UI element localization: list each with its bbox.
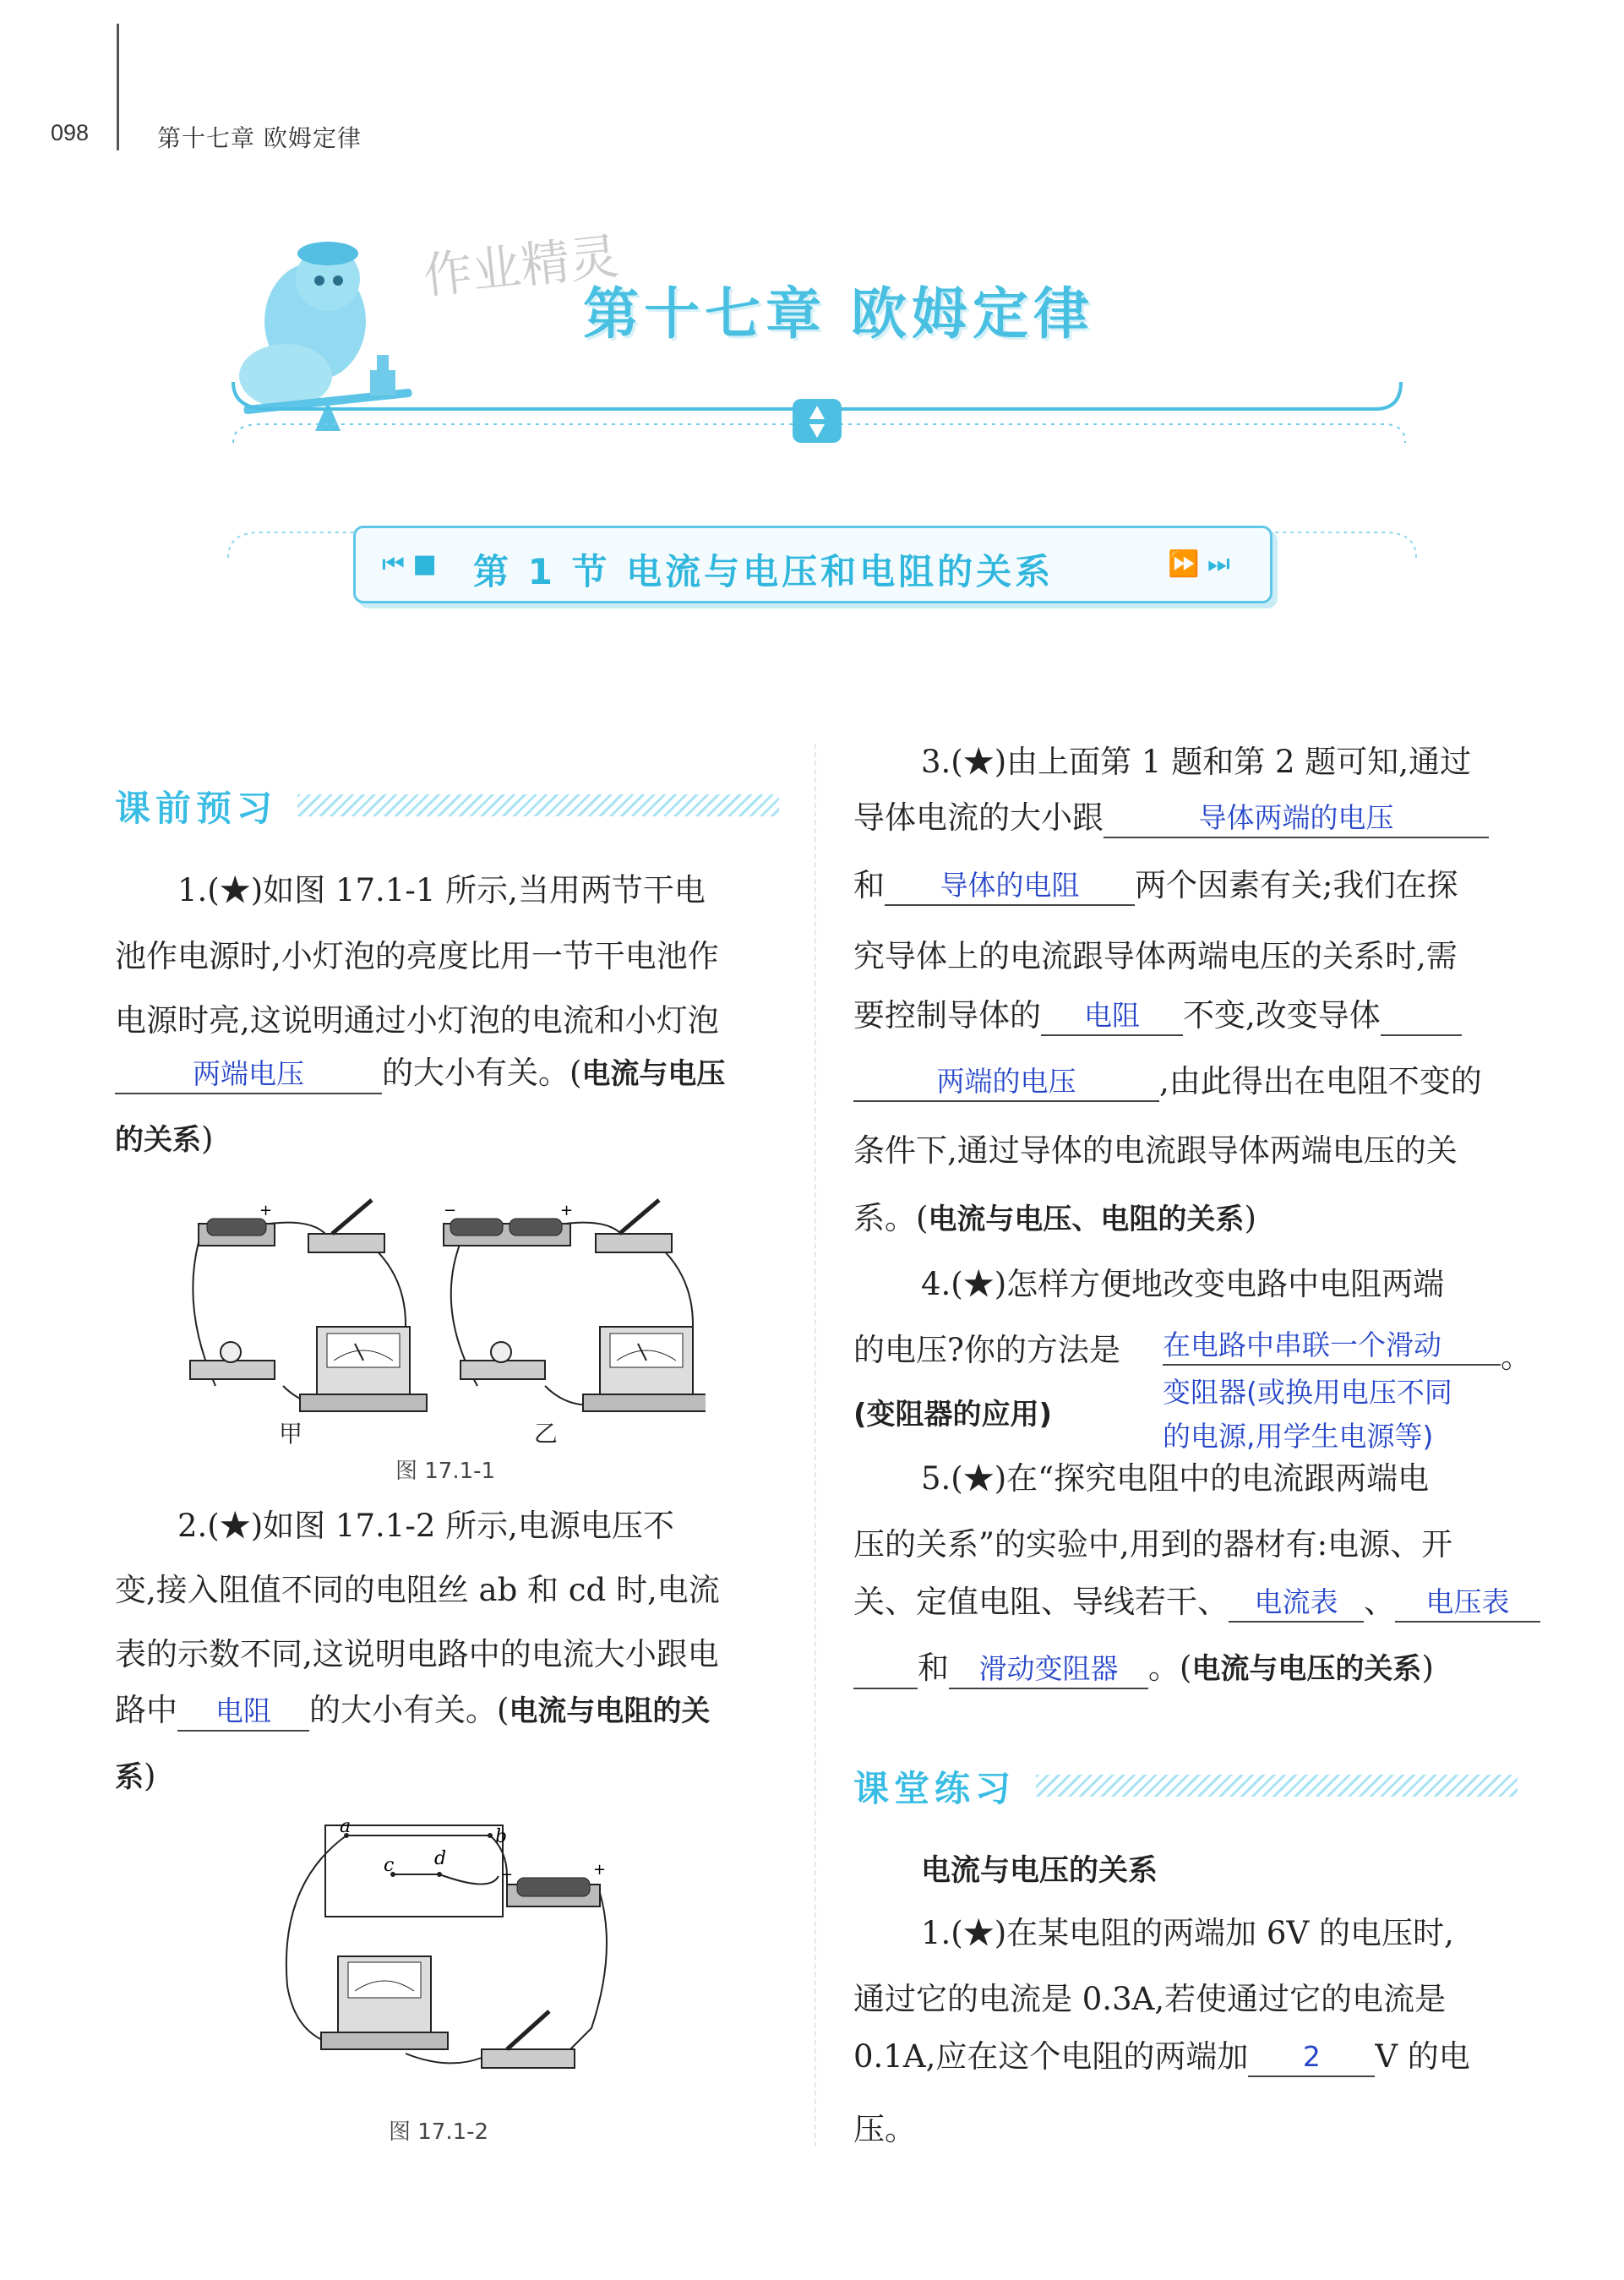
q4-answer-line-3: 的电源,用学生电源等) xyxy=(1163,1420,1434,1453)
fig1-plus-a: + xyxy=(259,1202,273,1219)
label-c: c xyxy=(384,1855,395,1876)
q3-topic-tag: 电流与电压、电阻的关系 xyxy=(928,1203,1245,1236)
practice-subheading: 电流与电压的关系 xyxy=(921,1854,1158,1888)
label-d: d xyxy=(434,1848,447,1869)
q3-answer-3: 电阻 xyxy=(1041,997,1183,1036)
q4-line-1: 4.(★)怎样方便地改变电路中电阻两端 xyxy=(921,1266,1445,1302)
q1-line-4-text: 的大小有关。( xyxy=(382,1055,582,1091)
fig2-minus: − xyxy=(500,1866,514,1884)
q2-line-2: 变,接入阻值不同的电阻丝 ab 和 cd 时,电流 xyxy=(115,1572,720,1608)
q1-answer: 两端电压 xyxy=(115,1055,382,1094)
q1-line-1: 1.(★)如图 17.1-1 所示,当用两节干电 xyxy=(177,872,706,908)
q3-line-7: 条件下,通过导体的电流跟导体两端电压的关 xyxy=(853,1132,1458,1169)
label-b: b xyxy=(495,1826,508,1847)
q5-line-4: 和 滑动变阻器 。(电流与电压的关系) xyxy=(853,1648,1434,1689)
q5-topic-tag: 电流与电压的关系 xyxy=(1191,1652,1422,1686)
running-header: 第十七章 欧姆定律 xyxy=(157,124,362,152)
p1-answer: 2 xyxy=(1248,2038,1375,2077)
q3-line-5: 要控制导体的 电阻 不变,改变导体 xyxy=(853,995,1462,1036)
q5-answer-2: 电压表 xyxy=(1395,1584,1540,1623)
q4-topic-tag: (变阻器的应用) xyxy=(853,1398,1053,1432)
q1-topic-tag-end: 的关系 xyxy=(115,1123,201,1157)
q3-line-8: 系。(电流与电压、电阻的关系) xyxy=(853,1200,1256,1236)
q2-line-3: 表的示数不同,这说明电路中的电流大小跟电 xyxy=(115,1636,719,1672)
fig2-caption: 图 17.1-2 xyxy=(389,2119,489,2145)
q5-line-1: 5.(★)在“探究电阻中的电流跟两端电 xyxy=(921,1460,1430,1497)
chapter-title: 第十七章 欧姆定律 xyxy=(583,281,1094,346)
q3-line-6: 两端的电压 ,由此得出在电阻不变的 xyxy=(853,1061,1482,1102)
practice-stripe xyxy=(1036,1775,1518,1797)
q3-line-4: 究导体上的电流跟导体两端电压的关系时,需 xyxy=(853,938,1458,974)
q5-line-2: 压的关系”的实验中,用到的器材有:电源、开 xyxy=(853,1526,1453,1563)
circuit-figure-2 xyxy=(279,1817,617,2096)
rewind-icon: ⏮ ■ xyxy=(382,549,437,579)
circuit-figure-1 xyxy=(182,1192,706,1437)
q2-answer: 电阻 xyxy=(177,1693,309,1732)
q5-answer-1: 电流表 xyxy=(1229,1584,1364,1623)
fig1-minus-b: − xyxy=(444,1202,457,1219)
q1-line-3: 电源时亮,这说明通过小灯泡的电流和小灯泡 xyxy=(115,1002,719,1039)
q4-answer-line-1: 在电路中串联一个滑动 xyxy=(1163,1328,1441,1361)
q2-line-1: 2.(★)如图 17.1-2 所示,电源电压不 xyxy=(177,1508,674,1544)
q4-answer-underline xyxy=(1163,1364,1501,1366)
q4-line-2: 的电压?你的方法是 xyxy=(853,1332,1120,1368)
heading-stripe xyxy=(297,794,779,816)
q4-line-2-end: 。 xyxy=(1501,1339,1532,1375)
watermark: 作业精灵 xyxy=(420,227,622,305)
q3-line-2: 导体电流的大小跟 导体两端的电压 xyxy=(853,798,1489,838)
q3-answer-4: 两端的电压 xyxy=(853,1063,1159,1102)
q5-line-3: 关、定值电阻、导线若干、 电流表 、 电压表 xyxy=(853,1582,1540,1623)
p1-line-3: 0.1A,应在这个电阻的两端加 2 V 的电 xyxy=(853,2037,1470,2077)
label-a: a xyxy=(340,1817,352,1837)
fig2-plus: + xyxy=(593,1861,607,1879)
q1-line-5: 的关系) xyxy=(115,1121,214,1157)
p1-line-1: 1.(★)在某电阻的两端加 6V 的电压时, xyxy=(921,1915,1454,1951)
fast-forward-icon: ⏩ ⏭ xyxy=(1168,549,1230,579)
practice-heading: 课堂练习 xyxy=(853,1768,1016,1809)
column-divider xyxy=(815,744,816,2146)
page-number: 098 xyxy=(51,120,90,145)
q2-topic-tag: 电流与电阻的关 xyxy=(509,1694,711,1728)
q3-answer-1: 导体两端的电压 xyxy=(1104,799,1489,838)
q3-line-3: 和 导体的电阻 两个因素有关;我们在探 xyxy=(853,865,1458,906)
p1-line-2: 通过它的电流是 0.3A,若使通过它的电流是 xyxy=(853,1981,1447,2017)
q2-line-5: 系) xyxy=(115,1758,156,1794)
q2-line-4: 路中 电阻 的大小有关。(电流与电阻的关 xyxy=(115,1690,710,1732)
q3-line-1: 3.(★)由上面第 1 题和第 2 题可知,通过 xyxy=(921,744,1472,780)
header-rule xyxy=(117,24,119,150)
fig1-plus-b: + xyxy=(560,1202,574,1219)
q1-line-4 xyxy=(115,1053,725,1094)
preview-heading: 课前预习 xyxy=(115,788,278,829)
q4-answer-line-2: 变阻器(或换用电压不同 xyxy=(1163,1376,1452,1409)
q5-answer-3: 滑动变阻器 xyxy=(949,1650,1148,1689)
fig1-label-a: 甲 xyxy=(279,1420,303,1448)
q1-line-2: 池作电源时,小灯泡的亮度比用一节干电池作 xyxy=(115,938,719,974)
q3-answer-2: 导体的电阻 xyxy=(885,867,1135,906)
section-title: 第 1 节 电流与电压和电阻的关系 xyxy=(473,551,1055,592)
fig1-caption: 图 17.1-1 xyxy=(395,1459,496,1484)
fig1-label-b: 乙 xyxy=(534,1420,559,1448)
p1-line-4: 压。 xyxy=(853,2111,916,2147)
q1-topic-tag: 电流与电压 xyxy=(581,1057,726,1091)
mascot-icon xyxy=(239,242,412,431)
